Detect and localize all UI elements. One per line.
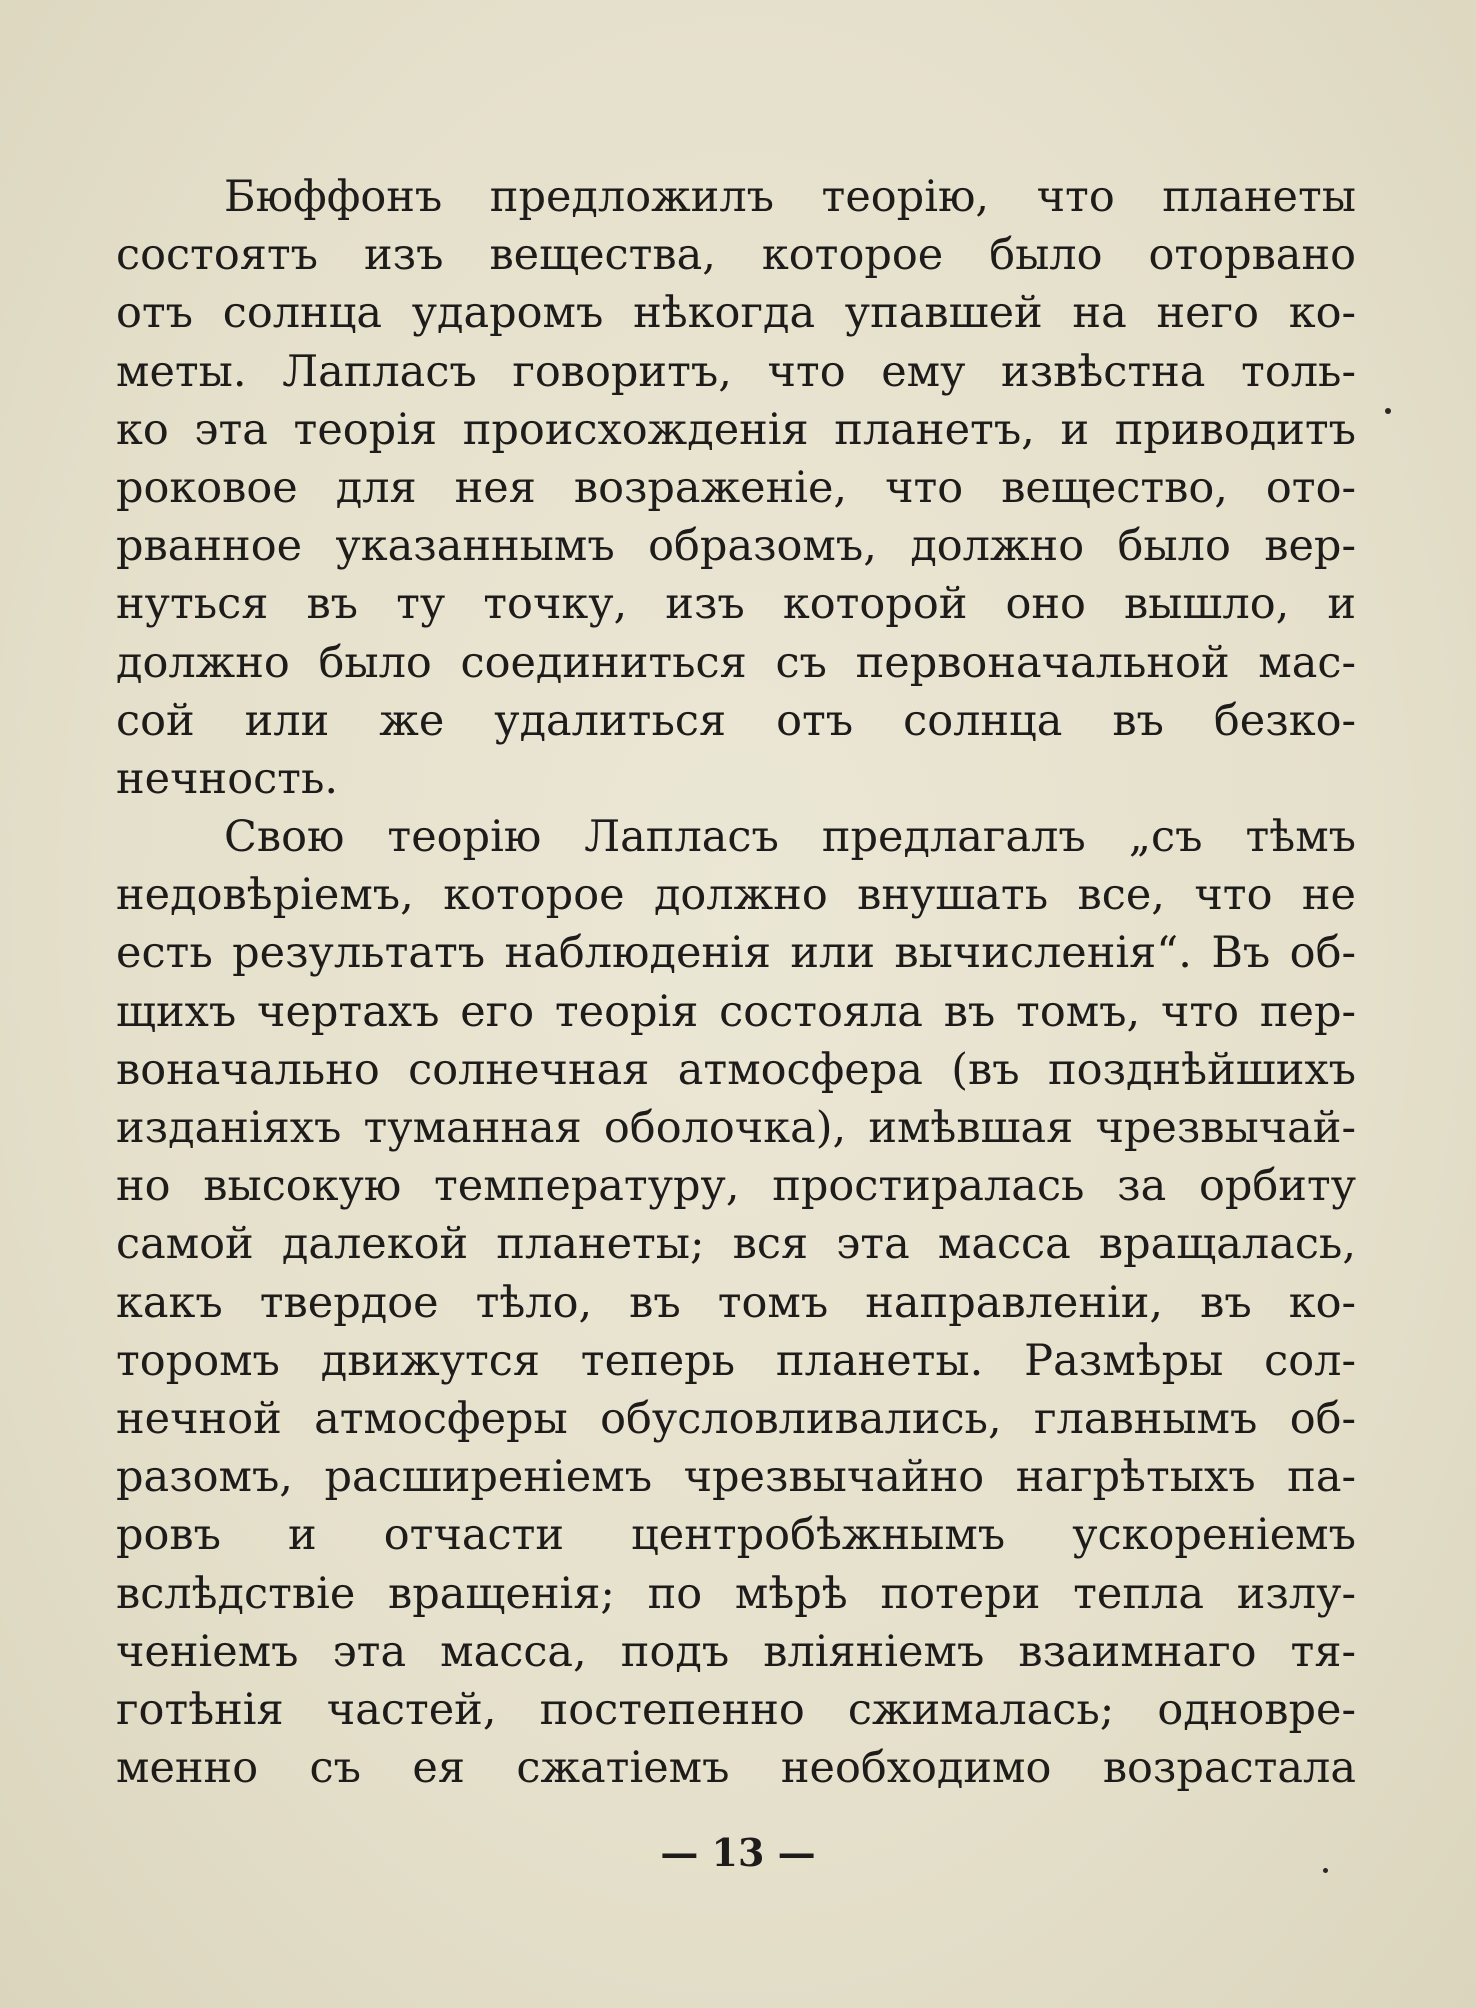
text-line: но высокую температуру, простиралась за орбиту — [116, 1161, 1356, 1212]
text-line: Бюффонъ предложилъ теорію, что планеты — [224, 172, 1356, 222]
text-line: рванное указаннымъ образомъ, должно было вер- — [116, 521, 1356, 572]
text-line: торомъ движутся теперь планеты. Размѣры сол- — [116, 1335, 1356, 1386]
body-text — [116, 168, 1356, 1797]
text-line: менно съ ея сжатіемъ необходимо возрастала — [116, 1743, 1356, 1794]
text-line: Свою теорію Лапласъ предлагалъ „съ тѣмъ — [224, 812, 1356, 863]
ink-speck — [1385, 408, 1391, 414]
text-line: изданіяхъ туманная оболочка), имѣвшая чрезвычай- — [116, 1103, 1356, 1153]
text-line: есть результатъ наблюденія или вычисленія“. Въ об- — [116, 928, 1356, 979]
text-line: сой или же удалиться отъ солнца въ безко- — [116, 695, 1356, 746]
text-line: роковое для нея возраженіе, что вещество, ото- — [116, 462, 1356, 513]
text-line: разомъ, расширеніемъ чрезвычайно нагрѣтыхъ па- — [116, 1452, 1356, 1503]
text-line: состоятъ изъ вещества, которое было оторвано — [116, 230, 1356, 281]
text-line: ченіемъ эта масса, подъ вліяніемъ взаимнаго тя- — [116, 1626, 1356, 1677]
text-line: ко эта теорія происхожденія планетъ, и приводитъ — [116, 404, 1356, 455]
text-line: ровъ и отчасти центробѣжнымъ ускореніемъ — [116, 1510, 1356, 1561]
text-line: какъ твердое тѣло, въ томъ направленіи, въ ко- — [116, 1277, 1356, 1328]
text-line: щихъ чертахъ его теорія состояла въ томъ, что пер- — [116, 986, 1356, 1037]
text-line: меты. Лапласъ говоритъ, что ему извѣстна толь- — [116, 346, 1356, 397]
text-line: нуться въ ту точку, изъ которой оно вышло, и — [116, 579, 1356, 630]
text-line: недовѣріемъ, которое должно внушать все, что не — [116, 870, 1356, 921]
text-line: должно было соединиться съ первоначальной мас- — [116, 637, 1356, 688]
text-line: вслѣдствіе вращенія; по мѣрѣ потери тепла излу- — [116, 1568, 1356, 1619]
text-line: воначально солнечная атмосфера (въ позднѣйшихъ — [116, 1044, 1356, 1095]
text-line: нечной атмосферы обусловливались, главнымъ об- — [116, 1393, 1356, 1444]
text-line: нечность. — [116, 753, 339, 804]
text-line: самой далекой планеты; вся эта масса вращалась, — [116, 1219, 1356, 1270]
text-line: готѣнія частей, постепенно сжималась; одновре- — [116, 1684, 1356, 1735]
text-line: отъ солнца ударомъ нѣкогда упавшей на него ко- — [116, 288, 1356, 339]
ink-speck — [1323, 1868, 1328, 1873]
page-number: — 13 — — [660, 1830, 816, 1875]
